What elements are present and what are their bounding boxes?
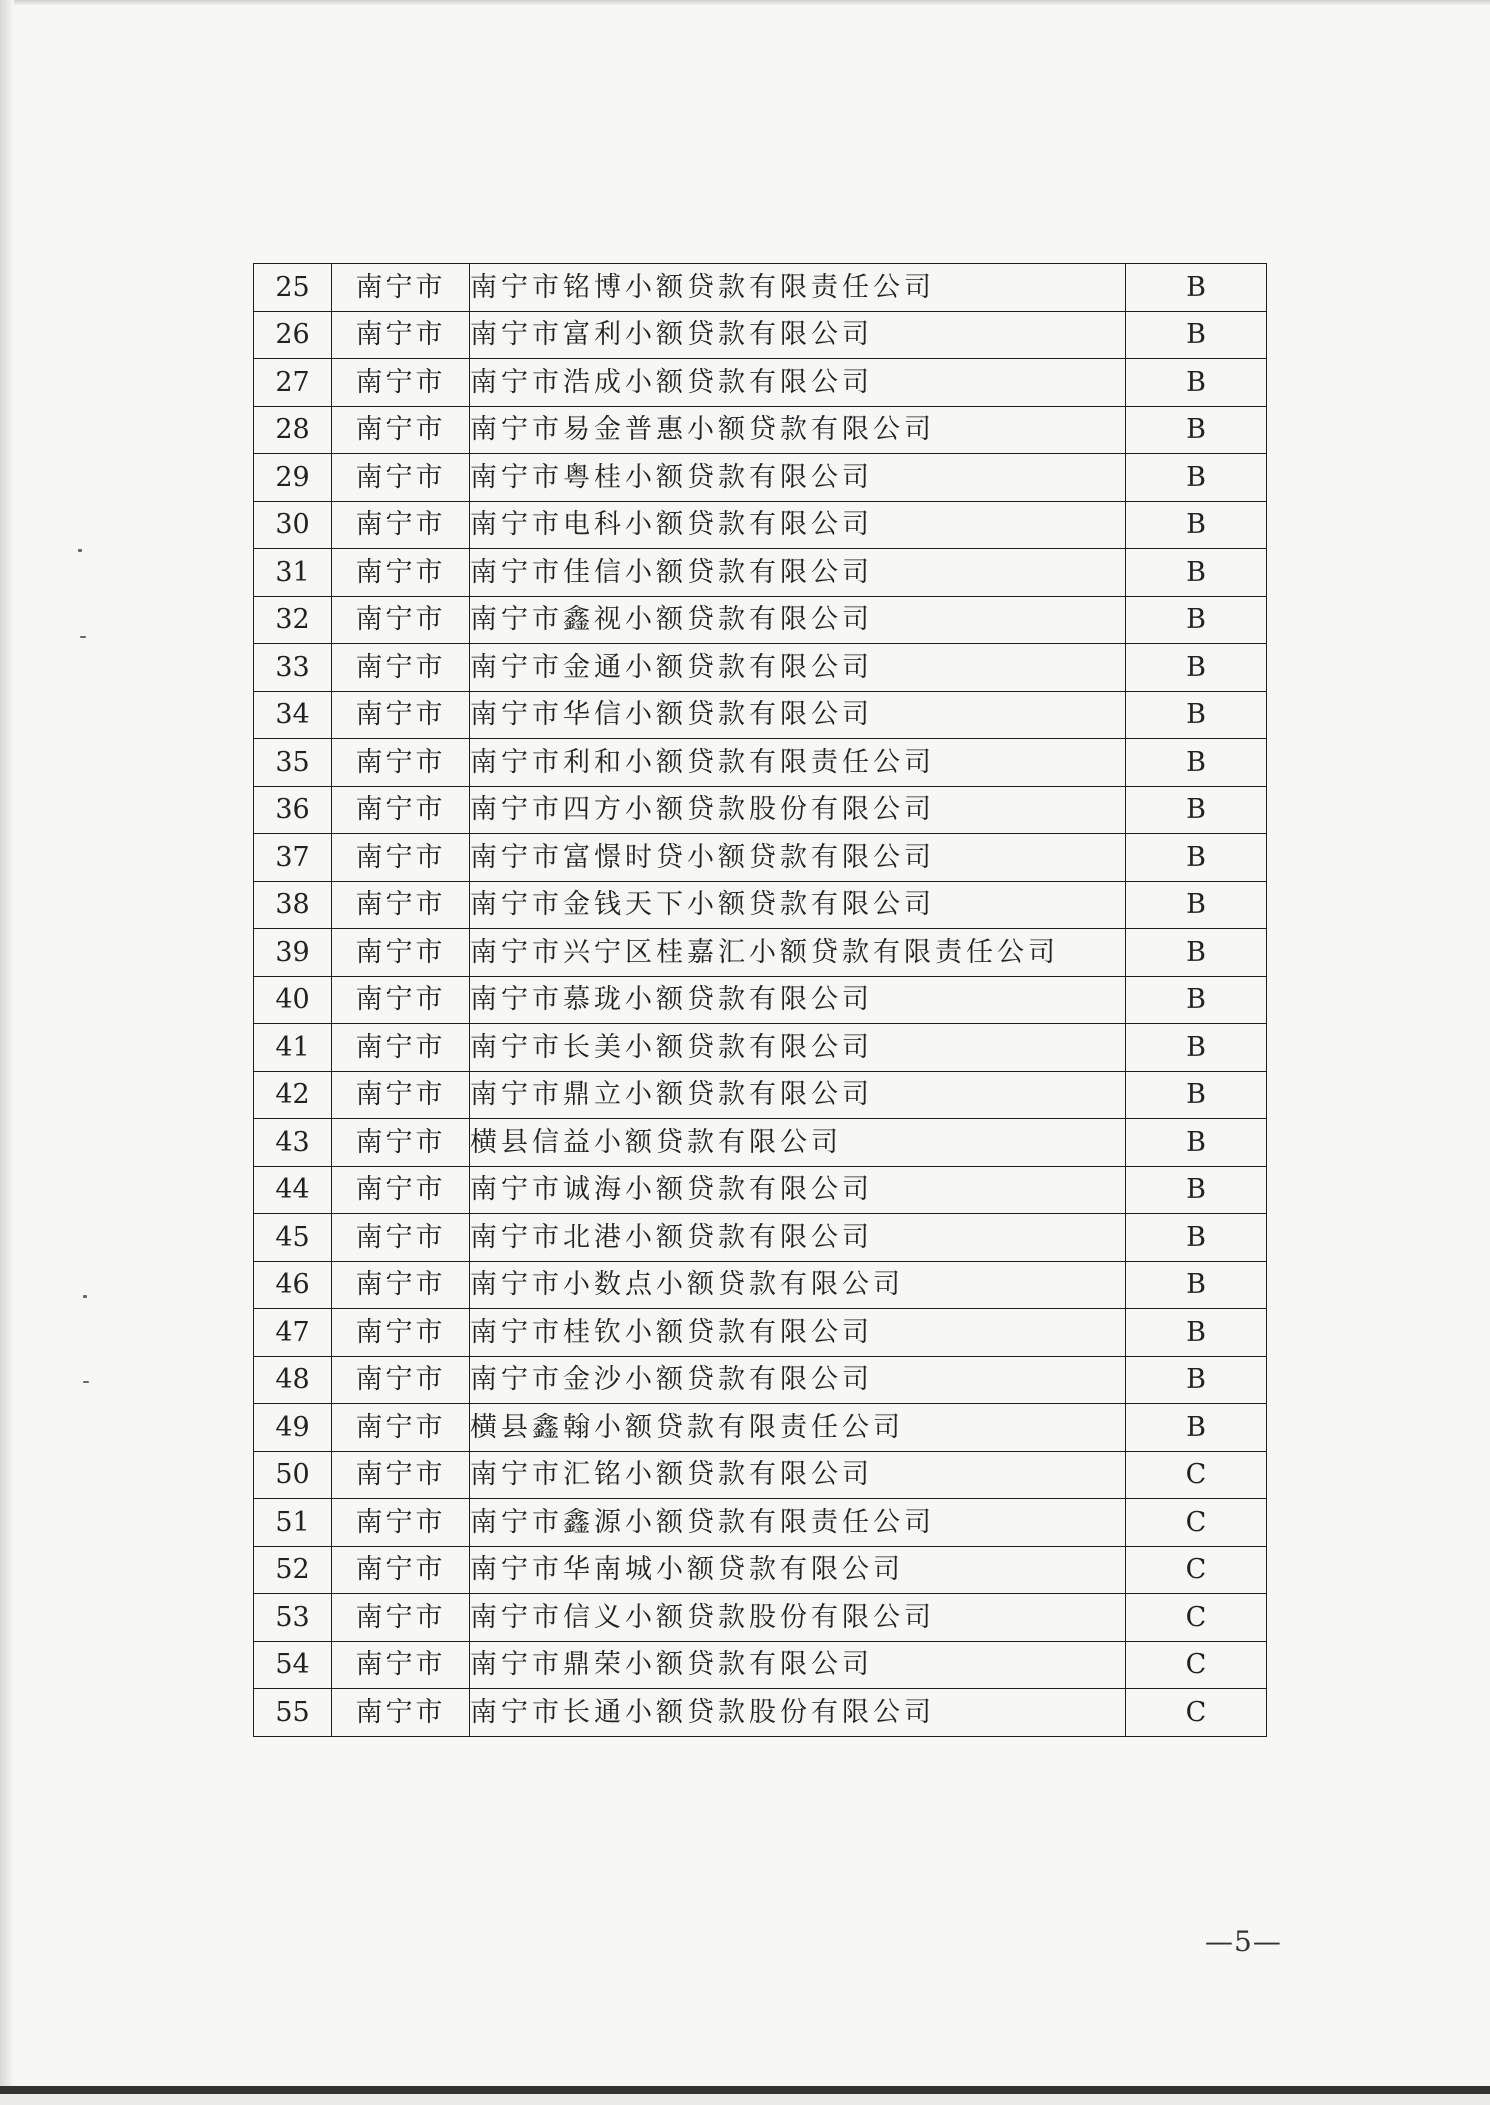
city-cell: 南宁市 bbox=[332, 501, 470, 549]
row-number-cell: 51 bbox=[254, 1499, 332, 1547]
row-number-cell: 31 bbox=[254, 549, 332, 597]
rating-grade-cell: B bbox=[1126, 644, 1267, 692]
table-row bbox=[254, 1214, 1267, 1262]
company-name-cell: 南宁市易金普惠小额贷款有限公司 bbox=[470, 406, 1126, 454]
city-cell: 南宁市 bbox=[332, 691, 470, 739]
row-number-cell: 42 bbox=[254, 1071, 332, 1119]
city-cell: 南宁市 bbox=[332, 1119, 470, 1167]
rating-grade-cell: B bbox=[1126, 786, 1267, 834]
table-row bbox=[254, 549, 1267, 597]
row-number-cell: 34 bbox=[254, 691, 332, 739]
row-number-cell: 50 bbox=[254, 1451, 332, 1499]
table-row bbox=[254, 739, 1267, 787]
table-row bbox=[254, 1451, 1267, 1499]
company-name-cell: 南宁市浩成小额贷款有限公司 bbox=[470, 359, 1126, 407]
company-name-cell: 南宁市电科小额贷款有限公司 bbox=[470, 501, 1126, 549]
row-number-cell: 48 bbox=[254, 1356, 332, 1404]
rating-grade-cell: C bbox=[1126, 1546, 1267, 1594]
row-number-cell: 53 bbox=[254, 1594, 332, 1642]
city-cell: 南宁市 bbox=[332, 1214, 470, 1262]
table-row bbox=[254, 359, 1267, 407]
company-name-cell: 南宁市富利小额贷款有限公司 bbox=[470, 311, 1126, 359]
company-name-cell: 南宁市长美小额贷款有限公司 bbox=[470, 1024, 1126, 1072]
company-name-cell: 南宁市鼎荣小额贷款有限公司 bbox=[470, 1641, 1126, 1689]
scan-top-edge bbox=[0, 0, 1490, 6]
rating-grade-cell: C bbox=[1126, 1499, 1267, 1547]
company-name-cell: 南宁市金沙小额贷款有限公司 bbox=[470, 1356, 1126, 1404]
rating-grade-cell: B bbox=[1126, 739, 1267, 787]
table-row bbox=[254, 1404, 1267, 1452]
company-name-cell: 南宁市信义小额贷款股份有限公司 bbox=[470, 1594, 1126, 1642]
rating-grade-cell: B bbox=[1126, 929, 1267, 977]
company-name-cell: 南宁市金钱天下小额贷款有限公司 bbox=[470, 881, 1126, 929]
company-name-cell: 南宁市富憬时贷小额贷款有限公司 bbox=[470, 834, 1126, 882]
scan-bottom-margin bbox=[0, 2094, 1490, 2105]
city-cell: 南宁市 bbox=[332, 311, 470, 359]
rating-grade-cell: B bbox=[1126, 549, 1267, 597]
row-number-cell: 28 bbox=[254, 406, 332, 454]
rating-grade-cell: B bbox=[1126, 1166, 1267, 1214]
company-name-cell: 南宁市北港小额贷款有限公司 bbox=[470, 1214, 1126, 1262]
table-row bbox=[254, 1309, 1267, 1357]
company-name-cell: 南宁市桂钦小额贷款有限公司 bbox=[470, 1309, 1126, 1357]
company-name-cell: 横县信益小额贷款有限公司 bbox=[470, 1119, 1126, 1167]
company-name-cell: 南宁市兴宁区桂嘉汇小额贷款有限责任公司 bbox=[470, 929, 1126, 977]
scan-speck bbox=[78, 549, 82, 552]
company-name-cell: 南宁市佳信小额贷款有限公司 bbox=[470, 549, 1126, 597]
city-cell: 南宁市 bbox=[332, 1404, 470, 1452]
city-cell: 南宁市 bbox=[332, 1594, 470, 1642]
scan-left-edge bbox=[0, 0, 14, 2105]
row-number-cell: 44 bbox=[254, 1166, 332, 1214]
city-cell: 南宁市 bbox=[332, 834, 470, 882]
table-row bbox=[254, 264, 1267, 312]
city-cell: 南宁市 bbox=[332, 596, 470, 644]
city-cell: 南宁市 bbox=[332, 929, 470, 977]
row-number-cell: 49 bbox=[254, 1404, 332, 1452]
table-row bbox=[254, 1071, 1267, 1119]
scan-speck bbox=[83, 1295, 87, 1298]
city-cell: 南宁市 bbox=[332, 264, 470, 312]
row-number-cell: 27 bbox=[254, 359, 332, 407]
table-row bbox=[254, 1546, 1267, 1594]
table-row bbox=[254, 644, 1267, 692]
city-cell: 南宁市 bbox=[332, 359, 470, 407]
row-number-cell: 41 bbox=[254, 1024, 332, 1072]
city-cell: 南宁市 bbox=[332, 881, 470, 929]
table-row bbox=[254, 501, 1267, 549]
row-number-cell: 45 bbox=[254, 1214, 332, 1262]
city-cell: 南宁市 bbox=[332, 1166, 470, 1214]
table-row bbox=[254, 406, 1267, 454]
rating-grade-cell: C bbox=[1126, 1451, 1267, 1499]
city-cell: 南宁市 bbox=[332, 644, 470, 692]
row-number-cell: 38 bbox=[254, 881, 332, 929]
table-row bbox=[254, 691, 1267, 739]
city-cell: 南宁市 bbox=[332, 1689, 470, 1737]
company-name-cell: 南宁市慕珑小额贷款有限公司 bbox=[470, 976, 1126, 1024]
company-name-cell: 南宁市利和小额贷款有限责任公司 bbox=[470, 739, 1126, 787]
row-number-cell: 47 bbox=[254, 1309, 332, 1357]
rating-grade-cell: B bbox=[1126, 1309, 1267, 1357]
rating-grade-cell: B bbox=[1126, 501, 1267, 549]
city-cell: 南宁市 bbox=[332, 1546, 470, 1594]
table-body bbox=[254, 264, 1267, 1737]
row-number-cell: 36 bbox=[254, 786, 332, 834]
table-row bbox=[254, 1689, 1267, 1737]
city-cell: 南宁市 bbox=[332, 1071, 470, 1119]
rating-grade-cell: B bbox=[1126, 1356, 1267, 1404]
company-name-cell: 横县鑫翰小额贷款有限责任公司 bbox=[470, 1404, 1126, 1452]
rating-grade-cell: B bbox=[1126, 454, 1267, 502]
company-name-cell: 南宁市鼎立小额贷款有限公司 bbox=[470, 1071, 1126, 1119]
rating-grade-cell: B bbox=[1126, 834, 1267, 882]
company-name-cell: 南宁市鑫视小额贷款有限公司 bbox=[470, 596, 1126, 644]
rating-grade-cell: B bbox=[1126, 596, 1267, 644]
rating-grade-cell: C bbox=[1126, 1594, 1267, 1642]
rating-grade-cell: C bbox=[1126, 1641, 1267, 1689]
company-name-cell: 南宁市长通小额贷款股份有限公司 bbox=[470, 1689, 1126, 1737]
row-number-cell: 39 bbox=[254, 929, 332, 977]
row-number-cell: 46 bbox=[254, 1261, 332, 1309]
city-cell: 南宁市 bbox=[332, 1309, 470, 1357]
table-row bbox=[254, 1356, 1267, 1404]
table-row bbox=[254, 1594, 1267, 1642]
company-name-cell: 南宁市四方小额贷款股份有限公司 bbox=[470, 786, 1126, 834]
rating-grade-cell: B bbox=[1126, 1261, 1267, 1309]
rating-grade-cell: B bbox=[1126, 406, 1267, 454]
row-number-cell: 52 bbox=[254, 1546, 332, 1594]
table-row bbox=[254, 454, 1267, 502]
table-row bbox=[254, 1119, 1267, 1167]
rating-grade-cell: B bbox=[1126, 1071, 1267, 1119]
rating-grade-cell: B bbox=[1126, 1024, 1267, 1072]
table-row bbox=[254, 1641, 1267, 1689]
rating-grade-cell: B bbox=[1126, 976, 1267, 1024]
table-row bbox=[254, 976, 1267, 1024]
table-row bbox=[254, 1166, 1267, 1214]
company-rating-table bbox=[253, 263, 1267, 1737]
city-cell: 南宁市 bbox=[332, 1641, 470, 1689]
rating-grade-cell: B bbox=[1126, 1214, 1267, 1262]
table-row bbox=[254, 1261, 1267, 1309]
city-cell: 南宁市 bbox=[332, 454, 470, 502]
company-name-cell: 南宁市铭博小额贷款有限责任公司 bbox=[470, 264, 1126, 312]
city-cell: 南宁市 bbox=[332, 1499, 470, 1547]
table-row bbox=[254, 1024, 1267, 1072]
company-name-cell: 南宁市鑫源小额贷款有限责任公司 bbox=[470, 1499, 1126, 1547]
row-number-cell: 25 bbox=[254, 264, 332, 312]
rating-grade-cell: B bbox=[1126, 1119, 1267, 1167]
company-name-cell: 南宁市华南城小额贷款有限公司 bbox=[470, 1546, 1126, 1594]
row-number-cell: 30 bbox=[254, 501, 332, 549]
row-number-cell: 33 bbox=[254, 644, 332, 692]
company-name-cell: 南宁市粤桂小额贷款有限公司 bbox=[470, 454, 1126, 502]
table-row bbox=[254, 881, 1267, 929]
row-number-cell: 54 bbox=[254, 1641, 332, 1689]
row-number-cell: 37 bbox=[254, 834, 332, 882]
row-number-cell: 32 bbox=[254, 596, 332, 644]
table-row bbox=[254, 834, 1267, 882]
row-number-cell: 26 bbox=[254, 311, 332, 359]
city-cell: 南宁市 bbox=[332, 1024, 470, 1072]
city-cell: 南宁市 bbox=[332, 786, 470, 834]
row-number-cell: 35 bbox=[254, 739, 332, 787]
city-cell: 南宁市 bbox=[332, 976, 470, 1024]
row-number-cell: 55 bbox=[254, 1689, 332, 1737]
row-number-cell: 40 bbox=[254, 976, 332, 1024]
table-row bbox=[254, 1499, 1267, 1547]
rating-grade-cell: B bbox=[1126, 691, 1267, 739]
rating-grade-cell: B bbox=[1126, 1404, 1267, 1452]
company-name-cell: 南宁市诚海小额贷款有限公司 bbox=[470, 1166, 1126, 1214]
company-name-cell: 南宁市华信小额贷款有限公司 bbox=[470, 691, 1126, 739]
rating-grade-cell: C bbox=[1126, 1689, 1267, 1737]
rating-grade-cell: B bbox=[1126, 311, 1267, 359]
scan-speck bbox=[83, 1381, 89, 1383]
scan-bottom-edge bbox=[0, 2086, 1490, 2094]
company-name-cell: 南宁市小数点小额贷款有限公司 bbox=[470, 1261, 1126, 1309]
table-row bbox=[254, 596, 1267, 644]
company-name-cell: 南宁市汇铭小额贷款有限公司 bbox=[470, 1451, 1126, 1499]
city-cell: 南宁市 bbox=[332, 1261, 470, 1309]
table-row bbox=[254, 929, 1267, 977]
city-cell: 南宁市 bbox=[332, 739, 470, 787]
city-cell: 南宁市 bbox=[332, 1451, 470, 1499]
city-cell: 南宁市 bbox=[332, 406, 470, 454]
table-row bbox=[254, 786, 1267, 834]
scan-speck bbox=[80, 636, 86, 638]
row-number-cell: 29 bbox=[254, 454, 332, 502]
rating-grade-cell: B bbox=[1126, 881, 1267, 929]
table-row bbox=[254, 311, 1267, 359]
company-name-cell: 南宁市金通小额贷款有限公司 bbox=[470, 644, 1126, 692]
page-number: —5— bbox=[1205, 1925, 1282, 1958]
city-cell: 南宁市 bbox=[332, 1356, 470, 1404]
row-number-cell: 43 bbox=[254, 1119, 332, 1167]
rating-grade-cell: B bbox=[1126, 359, 1267, 407]
rating-grade-cell: B bbox=[1126, 264, 1267, 312]
city-cell: 南宁市 bbox=[332, 549, 470, 597]
